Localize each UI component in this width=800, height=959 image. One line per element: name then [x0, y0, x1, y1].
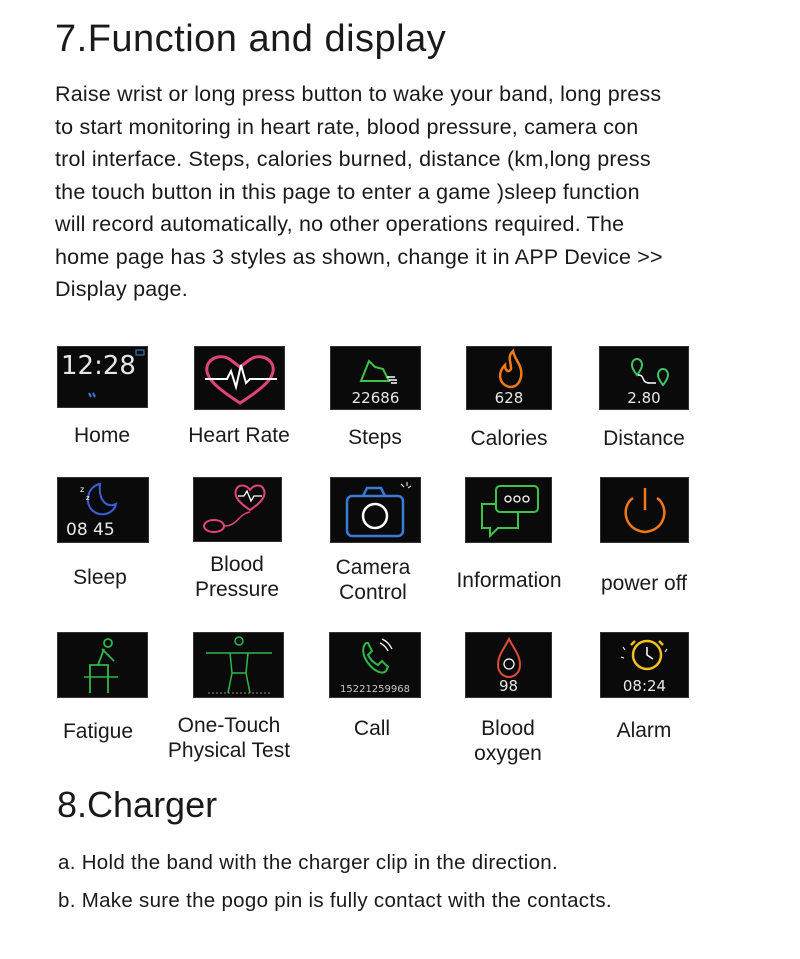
home-screen	[57, 346, 148, 408]
sleep-screen	[57, 477, 149, 543]
message-icon	[466, 478, 552, 543]
label-distance: Distance	[603, 427, 685, 450]
fatigue-screen	[57, 632, 148, 698]
paragraph-line: trol interface. Steps, calories burned, distance (km,long press	[55, 147, 651, 171]
label-steps: Steps	[348, 426, 402, 449]
physical-test-screen	[193, 632, 284, 698]
home-clock-icon	[58, 347, 148, 408]
label-alarm: Alarm	[616, 719, 672, 742]
label-power-off: power off	[601, 572, 687, 595]
label-sleep: Sleep	[73, 566, 127, 589]
charger-step-a: a. Hold the band with the charger clip in the direction.	[58, 851, 558, 874]
distance-screen	[599, 346, 689, 410]
alarm-value: 08:24	[622, 677, 667, 695]
label-home: Home	[73, 424, 131, 447]
label-line: Camera	[335, 556, 411, 579]
section-7-paragraph	[55, 78, 735, 306]
paragraph-line: Raise wrist or long press button to wake your band, long press	[55, 82, 662, 106]
distance-value: 2.80	[627, 389, 661, 407]
label-line: oxygen	[474, 742, 542, 765]
label-line: Physical Test	[167, 739, 291, 762]
section-8-title: 8.Charger	[57, 784, 218, 825]
label-physical-test	[149, 713, 309, 763]
camera-screen	[330, 477, 421, 543]
svg-text:z: z	[86, 494, 90, 502]
blood-pressure-screen	[193, 477, 282, 542]
sleep-value: 08 45	[66, 520, 115, 540]
paragraph-line: to start monitoring in heart rate, blood pressure, camera con	[55, 114, 639, 139]
camera-icon	[331, 478, 421, 543]
label-line: Blood	[210, 553, 264, 576]
label-line: Control	[339, 581, 407, 604]
label-heart-rate: Heart Rate	[188, 424, 290, 447]
steps-value: 22686	[351, 389, 400, 407]
body-icon	[194, 633, 284, 698]
calories-screen	[466, 346, 552, 410]
paragraph-line: the touch button in this page to enter a game )sleep function	[55, 179, 640, 204]
fatigue-icon	[58, 633, 148, 698]
blood-oxygen-value: 98	[498, 677, 519, 695]
power-icon	[601, 478, 689, 543]
heart-rate-icon	[195, 347, 285, 410]
label-line: Blood	[481, 717, 535, 740]
label-line: Pressure	[194, 578, 280, 601]
blood-pressure-icon	[194, 478, 282, 542]
steps-screen	[330, 346, 421, 410]
paragraph-line: home page has 3 styles as shown, change it in APP Device >>	[55, 244, 663, 269]
call-screen	[329, 632, 421, 698]
home-time: 12:28	[61, 351, 136, 381]
label-information: Information	[456, 569, 562, 592]
paragraph-line: Display page.	[55, 277, 188, 301]
call-number: 15221259968	[340, 684, 410, 695]
label-fatigue: Fatigue	[62, 720, 134, 743]
label-call: Call	[353, 717, 391, 740]
alarm-screen	[600, 632, 689, 698]
information-screen	[465, 477, 552, 543]
label-calories: Calories	[470, 427, 548, 450]
heart-rate-screen	[194, 346, 285, 410]
blood-oxygen-screen	[465, 632, 552, 698]
paragraph-line: will record automatically, no other operations required. The	[55, 212, 625, 236]
charger-step-b: b. Make sure the pogo pin is fully contact with the contacts.	[58, 889, 612, 912]
calories-value: 628	[494, 389, 524, 407]
label-line: One-Touch	[177, 714, 281, 737]
svg-text:z: z	[80, 485, 85, 494]
section-7-title: 7.Function and display	[55, 18, 447, 60]
power-off-screen	[600, 477, 689, 543]
